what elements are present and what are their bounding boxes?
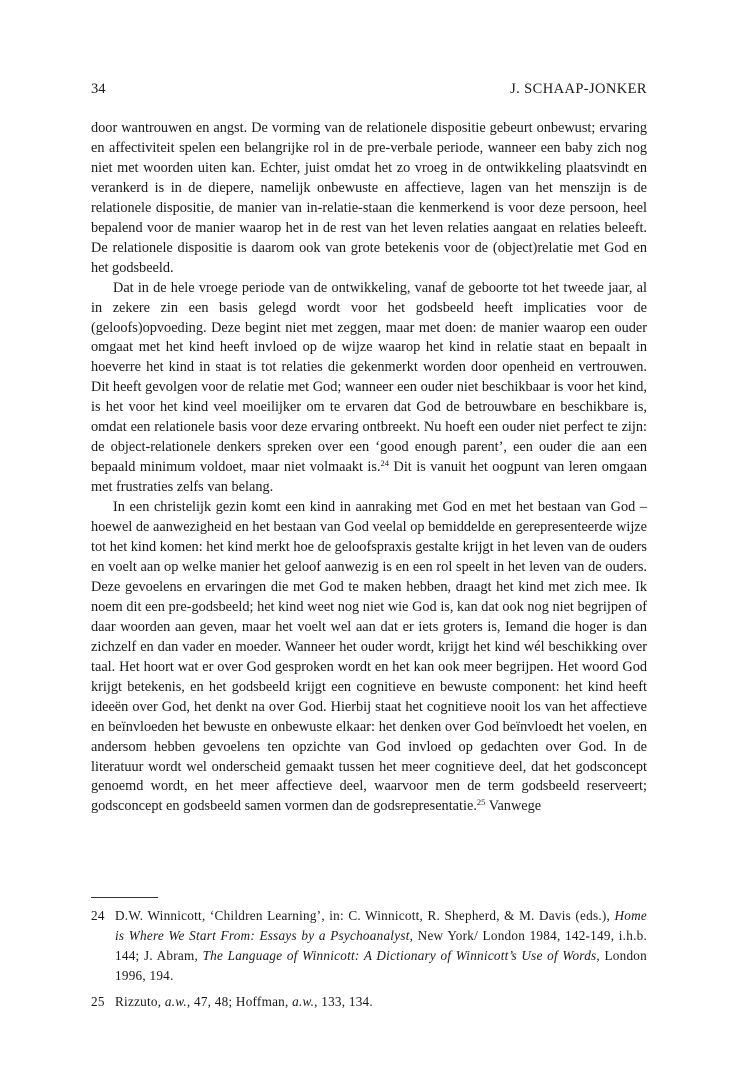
paragraph-1 [91,119,647,279]
footnote-title: The Language of Winnicott: A Dictionary of Winnicott’s Use of Words [202,948,597,963]
footnote-abbrev: a.w. [164,994,187,1009]
footnote-text: , London 1996, 194. [115,948,647,983]
footnote-abbrev: a.w. [292,994,315,1009]
footnote-number: 24 [91,908,105,923]
page-number: 34 [91,81,106,97]
footnote-ref-25[interactable]: 25 [476,797,486,808]
paragraph-2 [91,279,647,498]
paragraph-2-text: Dat in de hele vroege periode van de ontwikkeling, vanaf de geboorte tot het tweede jaar, al in zekere zin een basis gelegd wordt voor het godsbeeld heeft implicaties voor de (geloofs)opvoeding. Deze begint niet met zeggen, maar met doen: de manier waarop een ouder omgaat met het kind heeft invloed op de wijze waarop het kind in relatie staat en bepaalt in hoeverre het kind in staat is tot relaties die gekenmerkt worden door openheid en vertrouwen. Dit heeft gevolgen voor de relatie met God; wanneer een ouder niet beschikbaar is voor het kind, is het voor het kind veel moeilijker om te ervaren dat God de betrouwbare en beschikbare is, omdat een relationele basis voor deze ervaring ontbreekt. Nu hoeft een ouder niet perfect te zijn: de object-relationele denkers spreken over een ‘good enough parent’, een ouder die aan een bepaald minimum voldoet, maar niet volmaakt is. [91,279,647,476]
footnote-title: Home is Where We Start From: Essays by a Psychoanalyst [115,908,647,943]
footnote-number: 25 [91,994,105,1009]
body-text [91,119,647,817]
footnote-text: D.W. Winnicott, ‘Children Learning’, in: C. Winnicott, R. Shepherd, & M. Davis (eds.), [115,908,615,923]
footnote-text: , New York/ London 1984, 142-149, i.h.b. 144; J. Abram, [115,928,648,963]
footnote-ref-24[interactable]: 24 [380,458,390,469]
paragraph-3-text: In een christelijk gezin komt een kind in aanraking met God en met het bestaan van God – hoewel de aanwezigheid en het bestaan van God veelal op bemiddelde en gerepresenteerde wijze tot het kind komen: het kind merkt hoe de geloofspraxis gestalte krijgt in het leven van de ouders en voelt aan op welke manier het geloof aanwezig is en een rol speelt in het leven van de ouders. Deze gevoelens en ervaringen die met God te maken hebben, draagt het kind met zich mee. Ik noem dit een pre-godsbeeld; het kind weet nog niet wie God is, kan dat ook nog niet begrijpen of daar woorden aan geven, maar het voelt wel aan dat er iets groters is, Iemand die hoger is dan zichzelf en dan vader en moeder. Wanneer het ouder wordt, krijgt het kind wél beschikking over taal. Het hoort wat er over God gesproken wordt en het kan ook meer begrijpen. Het woord God krijgt betekenis, en het godsbeeld krijgt een cognitieve en bewuste component: het kind heeft ideeën over God, het denkt na over God. Hierbij staat het cognitieve nooit los van het affectieve en beïnvloeden het bewuste en onbewuste elkaar: het denken over God beïnvloedt het voelen, en andersom hebben gevoelens ten opzichte van God invloed op gedachten over God. In de literatuur wordt wel onderscheid gemaakt tussen het meer cognitieve deel, dat het godsconcept genoemd wordt, en het meer affectieve deel, waarvoor men de term godsbeeld reserveert; godsconcept en godsbeeld samen vormen dan de godsrepresentatie. [91,499,647,815]
footnote-24 [91,906,647,986]
paragraph-3 [91,498,647,817]
footnote-text: , 133, 134. [314,994,373,1009]
paragraph-2-tail: Dit is vanuit het oogpunt van leren omgaan met frustraties zelfs van belang. [91,459,647,496]
running-head-author: J. SCHAAP-JONKER [510,81,647,97]
footnote-text: , 47, 48; Hoffman, [186,994,293,1009]
footnotes [91,906,647,1012]
footnote-separator [91,897,158,898]
footnote-text: Rizzuto, [115,994,165,1009]
footnote-25 [91,992,647,1012]
paragraph-1-text: door wantrouwen en angst. De vorming van de relationele dispositie gebeurt onbewust; ervaring en affectiviteit spelen een belangrijke rol in de pre-verbale periode, wanneer een baby zich nog niet met woorden uiten kan. Echter, juist omdat het zo vroeg in de ontwikkeling plaatsvindt en verankerd is in de diepere, namelijk onbewuste en affectieve, lagen van het menszijn is de relationele dispositie, de manier van in-relatie-staan die kenmerkend is voor deze persoon, heel bepalend voor de manier waarop het in de rest van het leven relaties aangaat en relaties beleeft. De relationele dispositie is daarom ook van grote betekenis voor de (object)relatie met God en het godsbeeld. [91,120,647,276]
paragraph-3-tail: Vanwege [485,798,542,815]
